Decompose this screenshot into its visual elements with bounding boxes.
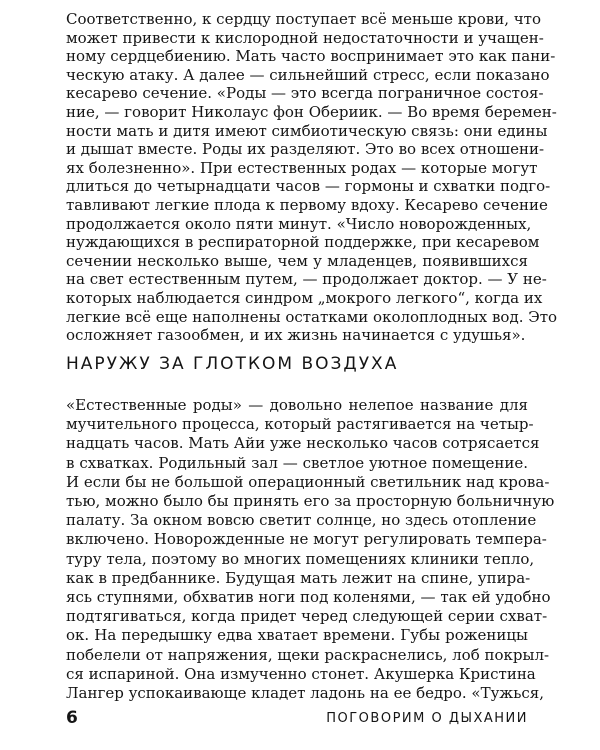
text-line: ности мать и дитя имеют симбиотическую связь: они едины [66,121,548,140]
text-line: надцать часов. Мать Айи уже несколько часов сотрясается [66,434,540,453]
text-line: подтягиваться, когда придет черед следующей серии схват- [66,607,548,626]
text-line: на свет естественным путем, — продолжает доктор. — У не- [66,270,547,289]
text-line: ческую атаку. А далее — сильнейший стресс, если показано [66,65,550,84]
text-line: тавливают легкие плода к первому вдоху. Кесарево сечение [66,196,548,214]
text-line: палату. За окном вовсю светит солнце, но здесь отопление [66,511,537,530]
text-line: Соответственно, к сердцу поступает всё меньше крови, что [66,10,541,28]
text-line: и дышат вместе. Роды их разделяют. Это во всех отношени- [66,140,545,159]
text-line: ясь ступнями, обхватив ноги под коленями, — так ей удобно [66,588,551,606]
text-line: длиться до четырнадцати часов — гормоны и схватки подго- [66,177,551,196]
text-line: И если бы не большой операционный светильник над крова- [66,472,550,491]
text-line: в схватках. Родильный зал — светлое уютное помещение. [66,453,528,472]
section-heading: НАРУЖУ ЗА ГЛОТКОМ ВОЗДУХА [66,354,399,374]
text-line: Лангер успокаивающе кладет ладонь на ее бедро. «Тужься, [66,684,545,702]
text-line: сечении несколько выше, чем у младенцев, появившихся [66,251,528,270]
text-line: включено. Новорожденные не могут регулировать темпера- [66,530,547,549]
text-line: которых наблюдается синдром „мокрого легкого“, когда их [66,289,543,307]
text-line: ях болезненно». При естественных родах — которые могут [66,158,538,177]
text-line: ние, — говорит Николаус фон Обериик. — Во время беремен- [66,103,557,121]
text-line: ному сердцебиению. Мать часто воспринимает это как пани- [66,47,556,66]
text-line: может привести к кислородной недостаточности и учащен- [66,28,544,47]
page-number: 6 [66,708,78,728]
running-head: ПОГОВОРИМ О ДЫХАНИИ [326,711,528,726]
text-line: побелели от напряжения, щеки раскраснелись, лоб покрыл- [66,645,550,664]
text-line: нуждающихся в респираторной поддержке, при кесаревом [66,233,540,252]
text-line: легкие всё еще наполнены остатками околоплодных вод. Это [66,307,558,326]
text-line: мучительного процесса, который растягивается на четыр- [66,415,534,434]
text-line: ся испариной. Она измученно стонет. Акушерка Кристина [66,664,536,683]
text-line: осложняет газообмен, и их жизнь начинается с удушья». [66,326,526,345]
text-line: «Естественные роды» — довольно нелепое название для [66,396,528,414]
text-line: как в предбаннике. Будущая мать лежит на спине, упира- [66,568,531,587]
text-line: тью, можно было бы принять его за просторную больничную [66,492,555,510]
text-line: кесарево сечение. «Роды — это всегда пограничное состоя- [66,84,544,103]
text-line: туру тела, поэтому во многих помещениях клиники тепло, [66,549,535,568]
text-line: продолжается около пяти минут. «Число новорожденных, [66,214,532,233]
text-line: ок. На передышку едва хватает времени. Губы роженицы [66,626,528,645]
